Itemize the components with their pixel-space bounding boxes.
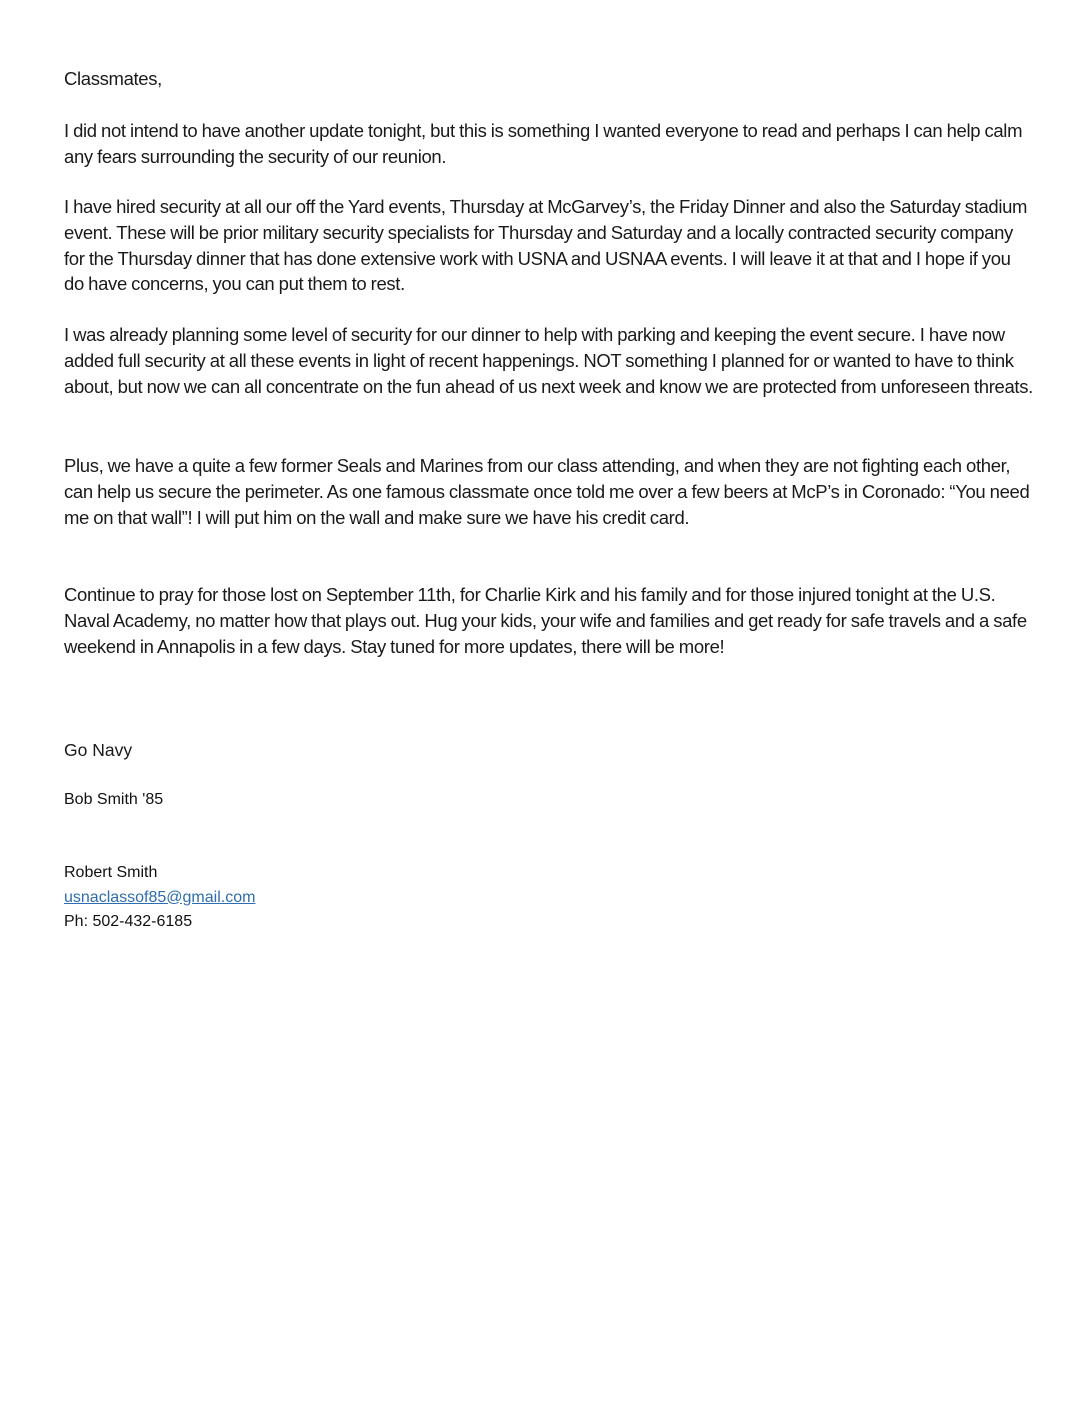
paragraph-hired-security: I have hired security at all our off the Yard events, Thursday at McGarvey’s, the Friday Dinner and also the Saturday stadium event. These will be prior military security specialists for Thursday and Saturday and a locally contracted security company for the Thursday dinner that has done extensive work with USNA and USNAA events. I will leave it at that and I hope if you do have concerns, you can put them to rest. — [64, 196, 1028, 295]
paragraph-security-planning: I was already planning some level of security for our dinner to help with parking and keeping the event secure. I have now added full security at all these events in light of recent happenings. NOT something I planned for or wanted to have to think about, but now we can all concentrate on the fun ahead of us next week and know we are protected from unforeseen threats. — [64, 324, 1033, 397]
paragraph-intro: I did not intend to have another update tonight, but this is something I wanted everyone to read and perhaps I can help calm any fears surrounding the security of our reunion. — [64, 120, 1023, 167]
signature-name: Robert Smith — [64, 864, 158, 881]
closing: Go Navy — [64, 740, 133, 760]
paragraph-prayers: Continue to pray for those lost on September 11th, for Charlie Kirk and his family and for those injured tonight at the U.S. Naval Academy, no matter how that plays out. Hug your kids, your wife and families and get ready for safe travels and a safe weekend in Annapolis in a few days. Stay tuned for more updates, there will be more! — [64, 584, 1027, 657]
signature-block — [64, 861, 255, 935]
signature-short: Bob Smith '85 — [64, 791, 164, 808]
paragraph-seals-marines: Plus, we have a quite a few former Seals and Marines from our class attending, and when they are not fighting each other, can help us secure the perimeter. As one famous classmate once told me over a few beers at McP’s in Coronado: “You need me on that wall”! I will put him on the wall and make sure we have his credit card. — [64, 455, 1030, 528]
email-link[interactable]: usnaclassof85@gmail.com — [64, 888, 256, 906]
salutation: Classmates, — [64, 68, 162, 89]
signature-phone: Ph: 502-432-6185 — [64, 913, 193, 930]
